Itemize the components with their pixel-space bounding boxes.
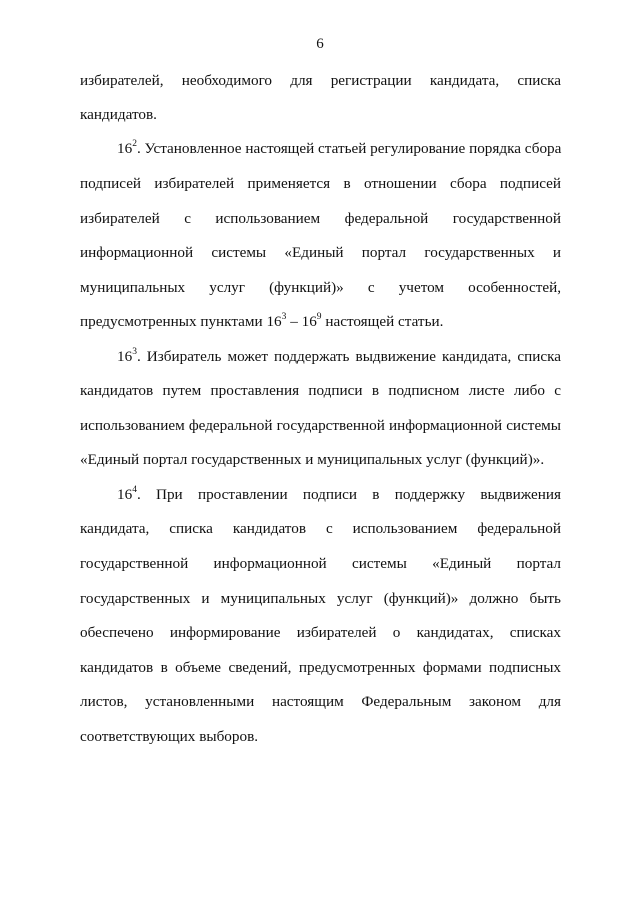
clause-number: 16 — [117, 348, 133, 365]
paragraph-text: предусмотренных пунктами 16 — [80, 313, 282, 330]
paragraph-first-line — [117, 347, 561, 367]
paragraph-text: . Установленное настоящей статьей регулирование порядка сбора — [136, 140, 562, 157]
clause-number-superscript: 3 — [132, 346, 137, 357]
paragraph-line: муниципальных услуг (функций)» с учетом особенностей, — [80, 279, 561, 296]
paragraph-text: . При проставлении подписи в поддержку выдвижения — [136, 486, 561, 503]
paragraph-first-line — [117, 139, 561, 159]
paragraph-line: кандидата, списка кандидатов с использованием федеральной — [80, 520, 561, 537]
clause-number: 16 — [117, 486, 133, 503]
paragraph-line: кандидатов путем проставления подписи в подписном листе либо с — [80, 382, 561, 399]
superscript: 3 — [281, 311, 287, 322]
paragraph-line: избирателей с использованием федеральной государственной — [80, 210, 561, 227]
paragraph-text: настоящей статьи. — [321, 313, 444, 330]
clause-number-superscript: 2 — [132, 138, 137, 149]
paragraph-line: соответствующих выборов. — [80, 728, 259, 745]
paragraph-line: избирателей, необходимого для регистрации кандидата, списка — [80, 72, 561, 89]
paragraph-line: подписей избирателей применяется в отношении сбора подписей — [80, 175, 561, 192]
paragraph-line: листов, установленными настоящим Федеральным законом для — [80, 693, 561, 710]
page-number: 6 — [316, 36, 324, 52]
paragraph-line: обеспечено информирование избирателей о кандидатах, списках — [80, 624, 561, 641]
paragraph-line: государственных и муниципальных услуг (функций)» должно быть — [80, 590, 561, 607]
clause-number: 16 — [117, 140, 133, 157]
superscript: 9 — [316, 311, 322, 322]
paragraph-line: информационной системы «Единый портал государственных и — [80, 244, 561, 261]
paragraph-line: «Единый портал государственных и муниципальных услуг (функций)». — [80, 451, 545, 468]
paragraph-first-line — [117, 485, 561, 505]
paragraph-line: кандидатов. — [80, 106, 157, 123]
paragraph-line: использованием федеральной государственной информационной системы — [80, 417, 561, 434]
paragraph-line: государственной информационной системы «Единый портал — [80, 555, 561, 572]
paragraph-last-line — [80, 312, 561, 332]
paragraph-line: кандидатов в объеме сведений, предусмотренных формами подписных — [80, 659, 561, 676]
paragraph-text: . Избиратель может поддержать выдвижение кандидата, списка — [136, 348, 561, 365]
paragraph-text: – 16 — [286, 313, 317, 330]
clause-number-superscript: 4 — [132, 484, 137, 495]
